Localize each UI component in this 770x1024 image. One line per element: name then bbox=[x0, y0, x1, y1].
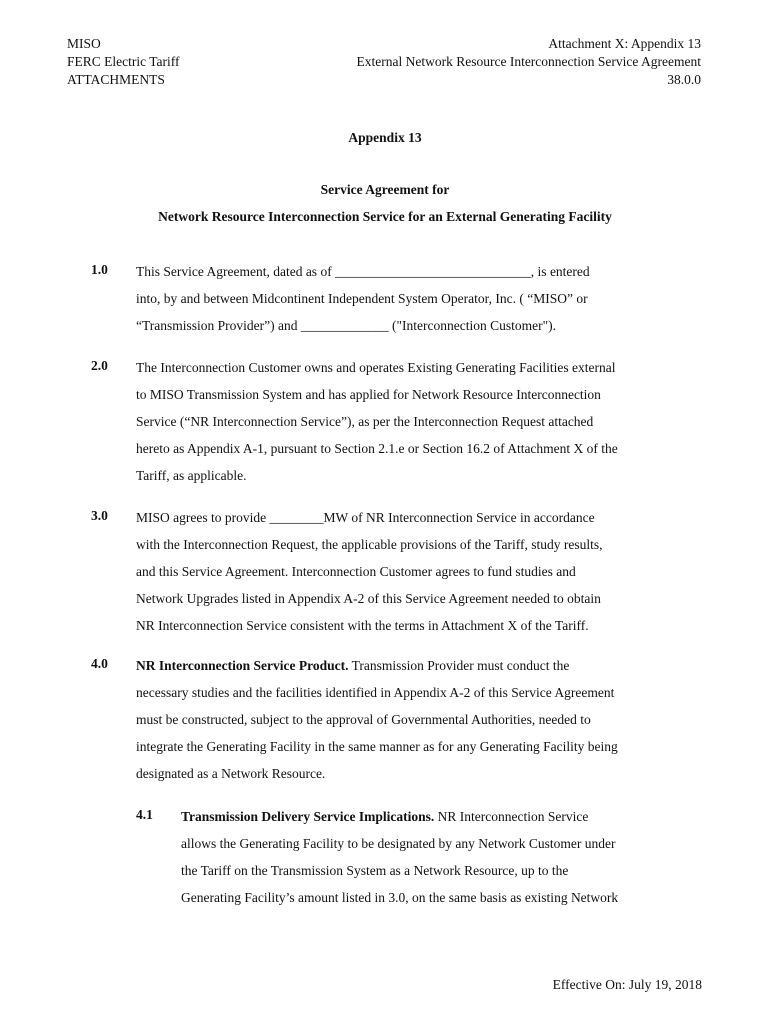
text-line: This Service Agreement, dated as of _____________________________, is entered bbox=[136, 264, 590, 279]
section-number: 4.0 bbox=[91, 656, 108, 671]
text-line: Tariff, as applicable. bbox=[136, 468, 247, 483]
text-line: must be constructed, subject to the approval of Governmental Authorities, needed to bbox=[136, 712, 591, 727]
text-line: with the Interconnection Request, the applicable provisions of the Tariff, study results, bbox=[136, 537, 603, 552]
text-line: Service (“NR Interconnection Service”), as per the Interconnection Request attached bbox=[136, 414, 594, 429]
section-body bbox=[136, 652, 676, 787]
text-line bbox=[181, 803, 681, 830]
text-line bbox=[136, 652, 676, 679]
subsection-number: 4.1 bbox=[136, 807, 153, 822]
agreement-title-line-1: Service Agreement for bbox=[320, 182, 450, 197]
text-line: MISO agrees to provide ________MW of NR Interconnection Service in accordance bbox=[136, 510, 595, 525]
header-right bbox=[357, 35, 702, 89]
text-line: allows the Generating Facility to be designated by any Network Customer under bbox=[181, 836, 616, 851]
subsection-heading: Transmission Delivery Service Implications. bbox=[181, 809, 435, 824]
text-line: and this Service Agreement. Interconnection Customer agrees to fund studies and bbox=[136, 564, 576, 579]
section-body bbox=[136, 258, 676, 339]
text-line: Generating Facility’s amount listed in 3.0, on the same basis as existing Network bbox=[181, 890, 619, 905]
text-line: necessary studies and the facilities identified in Appendix A-2 of this Service Agreement bbox=[136, 685, 615, 700]
subsection-body bbox=[181, 803, 681, 911]
section-body bbox=[136, 504, 676, 639]
section-body bbox=[136, 354, 676, 489]
text-line: hereto as Appendix A-1, pursuant to Section 2.1.e or Section 16.2 of Attachment X of the bbox=[136, 441, 618, 456]
section-number: 2.0 bbox=[91, 358, 108, 373]
heading-trailing-text: NR Interconnection Service bbox=[434, 809, 589, 824]
header-tariff: FERC Electric Tariff bbox=[67, 54, 180, 69]
section-heading: NR Interconnection Service Product. bbox=[136, 658, 349, 673]
header-company: MISO bbox=[67, 36, 101, 51]
header-version: 38.0.0 bbox=[667, 72, 701, 87]
appendix-title: Appendix 13 bbox=[348, 130, 422, 145]
effective-date: Effective On: July 19, 2018 bbox=[552, 977, 702, 992]
text-line: “Transmission Provider”) and _____________ ("Interconnection Customer"). bbox=[136, 318, 556, 333]
text-line: into, by and between Midcontinent Independent System Operator, Inc. ( “MISO” or bbox=[136, 291, 588, 306]
section-number: 3.0 bbox=[91, 508, 108, 523]
text-line: integrate the Generating Facility in the same manner as for any Generating Facility being bbox=[136, 739, 618, 754]
text-line: to MISO Transmission System and has applied for Network Resource Interconnection bbox=[136, 387, 601, 402]
text-line: Network Upgrades listed in Appendix A-2 of this Service Agreement needed to obtain bbox=[136, 591, 601, 606]
header-section: ATTACHMENTS bbox=[67, 72, 165, 87]
header-left bbox=[67, 35, 180, 89]
header-attachment: Attachment X: Appendix 13 bbox=[548, 36, 701, 51]
text-line: the Tariff on the Transmission System as a Network Resource, up to the bbox=[181, 863, 569, 878]
header-agreement-name: External Network Resource Interconnection Service Agreement bbox=[356, 54, 701, 69]
agreement-title-line-2: Network Resource Interconnection Service for an External Generating Facility bbox=[158, 209, 612, 224]
text-line: NR Interconnection Service consistent with the terms in Attachment X of the Tariff. bbox=[136, 618, 589, 633]
section-number: 1.0 bbox=[91, 262, 108, 277]
heading-trailing-text: Transmission Provider must conduct the bbox=[348, 658, 570, 673]
text-line: The Interconnection Customer owns and operates Existing Generating Facilities external bbox=[136, 360, 616, 375]
text-line: designated as a Network Resource. bbox=[136, 766, 326, 781]
